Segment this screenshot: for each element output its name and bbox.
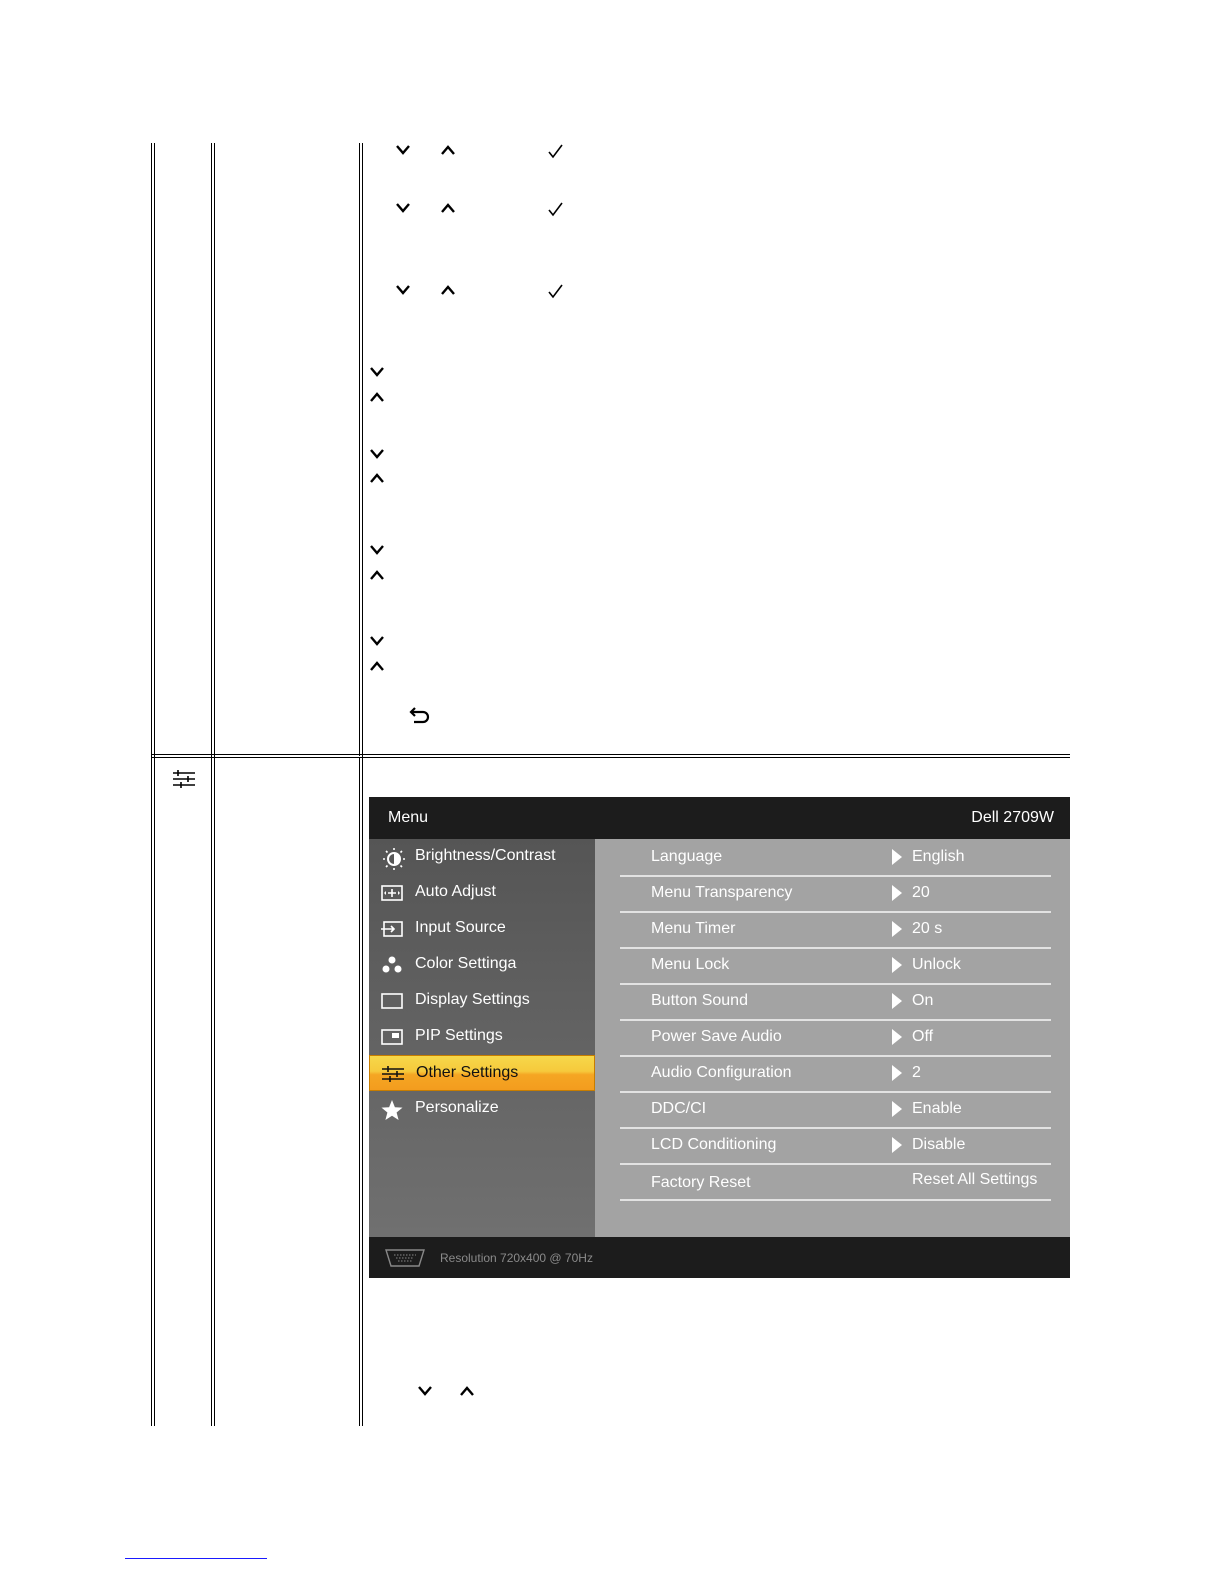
table-border-col2-2 xyxy=(362,143,363,1426)
setting-row-language[interactable] xyxy=(620,839,1051,877)
chevron-down-icon xyxy=(417,1385,433,1397)
triangle-right-icon xyxy=(892,1065,902,1081)
setting-row-ddc-ci[interactable] xyxy=(620,1091,1051,1129)
setting-label: Power Save Audio xyxy=(651,1028,782,1045)
table-border-left-1 xyxy=(151,143,152,1426)
menu-item-label: Personalize xyxy=(415,1099,499,1116)
setting-row-menu-lock[interactable] xyxy=(620,947,1051,985)
setting-value: Disable xyxy=(912,1136,966,1153)
checkmark-icon xyxy=(547,143,563,159)
triangle-right-icon xyxy=(892,1137,902,1153)
setting-label: Menu Transparency xyxy=(651,884,793,901)
setting-row-lcd-conditioning[interactable] xyxy=(620,1127,1051,1165)
osd-model: Dell 2709W xyxy=(971,809,1054,826)
chevron-down-icon xyxy=(369,544,385,556)
setting-value: Off xyxy=(912,1028,934,1045)
menu-item-label: Other Settings xyxy=(416,1064,519,1081)
menu-item-display-settings[interactable] xyxy=(369,983,595,1019)
triangle-right-icon xyxy=(892,1101,902,1117)
chevron-up-icon xyxy=(459,1385,475,1397)
pip-settings-icon xyxy=(380,1027,404,1047)
menu-item-brightness-contrast[interactable] xyxy=(369,839,595,875)
menu-item-auto-adjust[interactable] xyxy=(369,875,595,911)
setting-label: Menu Lock xyxy=(651,956,730,973)
table-border-left-2 xyxy=(154,143,155,1426)
chevron-down-icon xyxy=(395,202,411,214)
auto-adjust-icon xyxy=(380,883,404,903)
osd-header xyxy=(369,797,1070,839)
menu-item-label: Auto Adjust xyxy=(415,883,496,900)
triangle-right-icon xyxy=(892,921,902,937)
triangle-right-icon xyxy=(892,1029,902,1045)
chevron-down-icon xyxy=(395,144,411,156)
menu-item-other-settings[interactable] xyxy=(369,1055,595,1091)
menu-item-pip-settings[interactable] xyxy=(369,1019,595,1055)
chevron-down-icon xyxy=(369,366,385,378)
color-settings-icon xyxy=(380,955,404,975)
display-settings-icon xyxy=(380,991,404,1011)
input-source-icon xyxy=(380,919,404,939)
osd-main-menu xyxy=(369,839,595,1237)
resolution-status: Resolution 720x400 @ 70Hz xyxy=(440,1251,593,1265)
setting-label: DDC/CI xyxy=(651,1100,707,1117)
chevron-up-icon xyxy=(369,472,385,484)
triangle-right-icon xyxy=(892,957,902,973)
setting-value: English xyxy=(912,848,965,865)
setting-value: 2 xyxy=(912,1064,921,1081)
table-border-col2-1 xyxy=(359,143,360,756)
back-arrow-icon xyxy=(407,704,433,726)
checkmark-icon xyxy=(547,283,563,299)
menu-item-label: Display Settings xyxy=(415,991,530,1008)
osd-title: Menu xyxy=(388,809,429,826)
brightness-icon xyxy=(380,847,404,867)
chevron-up-icon xyxy=(369,391,385,403)
setting-value: Reset All Settings xyxy=(912,1171,1038,1188)
osd-submenu xyxy=(595,839,1070,1237)
setting-value: Unlock xyxy=(912,956,961,973)
chevron-up-icon xyxy=(440,202,456,214)
row-divider-2 xyxy=(151,757,1070,758)
osd-menu xyxy=(369,797,1070,1278)
setting-label: Factory Reset xyxy=(651,1174,751,1191)
chevron-down-icon xyxy=(369,635,385,647)
setting-row-audio-configuration[interactable] xyxy=(620,1055,1051,1093)
other-settings-icon xyxy=(381,1064,405,1084)
menu-item-label: PIP Settings xyxy=(415,1027,503,1044)
menu-item-label: Input Source xyxy=(415,919,506,936)
setting-value: On xyxy=(912,992,934,1009)
setting-label: Button Sound xyxy=(651,992,748,1009)
setting-row-power-save-audio[interactable] xyxy=(620,1019,1051,1057)
table-border-col2-3 xyxy=(359,758,360,1426)
chevron-up-icon xyxy=(369,569,385,581)
chevron-up-icon xyxy=(440,284,456,296)
setting-row-button-sound[interactable] xyxy=(620,983,1051,1021)
setting-row-menu-timer[interactable] xyxy=(620,911,1051,949)
chevron-down-icon xyxy=(369,448,385,460)
setting-label: Audio Configuration xyxy=(651,1064,792,1081)
chevron-up-icon xyxy=(440,144,456,156)
star-icon xyxy=(380,1099,404,1119)
setting-row-menu-transparency[interactable] xyxy=(620,875,1051,913)
row-divider-1 xyxy=(151,754,1070,755)
table-border-col1-1 xyxy=(211,143,212,1426)
setting-row-factory-reset[interactable] xyxy=(620,1163,1051,1201)
setting-value: 20 s xyxy=(912,920,943,937)
triangle-right-icon xyxy=(892,849,902,865)
menu-item-personalize[interactable] xyxy=(369,1091,595,1127)
setting-label: Menu Timer xyxy=(651,920,736,937)
chevron-up-icon xyxy=(369,660,385,672)
chevron-down-icon xyxy=(395,284,411,296)
triangle-right-icon xyxy=(892,885,902,901)
footer-link-underline[interactable] xyxy=(125,1558,267,1559)
menu-item-label: Color Settinga xyxy=(415,955,517,972)
osd-footer xyxy=(369,1237,1070,1278)
setting-value: Enable xyxy=(912,1100,962,1117)
vga-connector-icon xyxy=(383,1248,427,1268)
setting-label: LCD Conditioning xyxy=(651,1136,777,1153)
menu-item-color-settings[interactable] xyxy=(369,947,595,983)
menu-item-label: Brightness/Contrast xyxy=(415,847,556,864)
table-border-col1-2 xyxy=(214,143,215,1426)
menu-item-input-source[interactable] xyxy=(369,911,595,947)
setting-value: 20 xyxy=(912,884,930,901)
triangle-right-icon xyxy=(892,993,902,1009)
sliders-icon xyxy=(172,769,196,789)
setting-label: Language xyxy=(651,848,723,865)
checkmark-icon xyxy=(547,201,563,217)
